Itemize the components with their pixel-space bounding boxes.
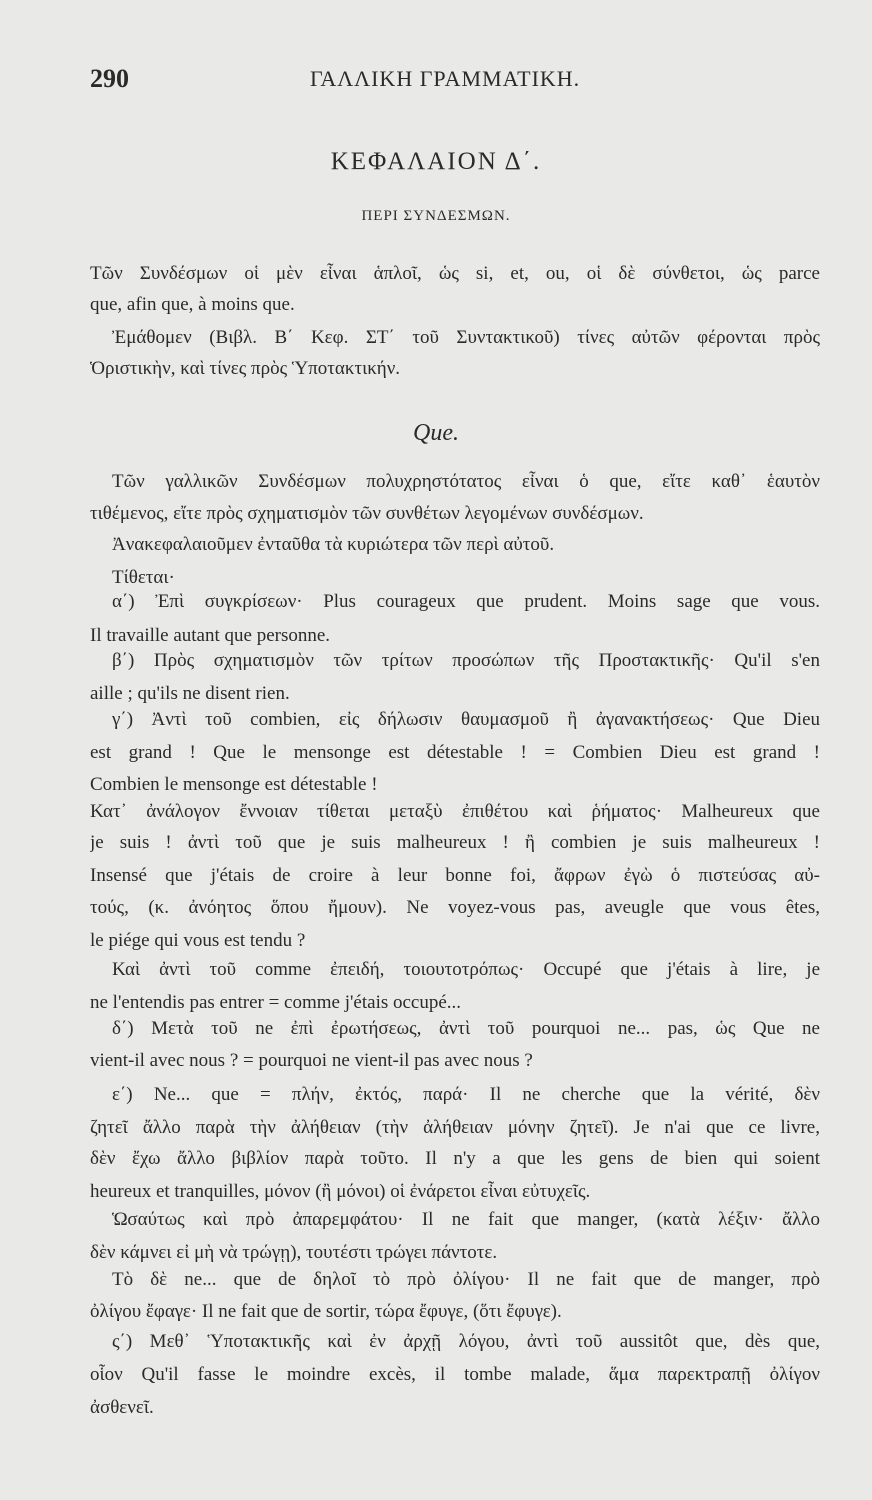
text-line: Ὁριστικὴν, καὶ τίνες πρὸς Ὑποτακτικήν.	[90, 358, 401, 379]
text-line: Κατ᾿ ἀνάλογον ἔννοιαν τίθεται μεταξὺ ἐπιθέτου καὶ ῥήματος· Malheureux que	[90, 801, 820, 822]
text-line: τούς, (κ. ἀνόητος ὅπου ἤμουν). Ne voyez-vous pas, aveugle que vous êtes,	[90, 897, 820, 918]
chapter-title: ΚΕΦΑΛΑΙΟΝ Δ΄.	[330, 148, 542, 175]
text-line: ζητεῖ ἄλλο παρὰ τὴν ἀλήθειαν (τὴν ἀλήθειαν μόνην ζητεῖ). Je n'ai que ce livre,	[90, 1117, 820, 1138]
text-line: aille ; qu'ils ne disent rien.	[90, 683, 290, 704]
text-line: ε΄) Ne... que = πλήν, ἐκτός, παρά· Il ne cherche que la vérité, δὲν	[112, 1084, 820, 1105]
text-line: Il travaille autant que personne.	[90, 625, 331, 646]
text-line: Ὡσαύτως καὶ πρὸ ἀπαρεμφάτου· Il ne fait que manger, (κατὰ λέξιν· ἄλλο	[112, 1209, 820, 1230]
subsection-title: Que.	[413, 420, 459, 446]
running-title: ΓΑΛΛΙΚΗ ΓΡΑΜΜΑΤΙΚΗ.	[310, 66, 581, 91]
text-line: δὲν ἔχω ἄλλο βιβλίον παρὰ τοῦτο. Il n'y a que les gens de bien qui soient	[90, 1148, 820, 1169]
text-line: γ΄) Ἀντὶ τοῦ combien, εἰς δήλωσιν θαυμασμοῦ ἢ ἀγανακτήσεως· Que Dieu	[112, 709, 820, 730]
page-number: 290	[90, 64, 129, 93]
page-header	[90, 64, 820, 98]
text-line: je suis ! ἀντὶ τοῦ que je suis malheureux ! ἢ combien je suis malheureux !	[90, 832, 820, 853]
text-line: vient-il avec nous ? = pourquoi ne vient-il pas avec nous ?	[90, 1050, 533, 1071]
text-line: δὲν κάμνει εἰ μὴ νὰ τρώγῃ), τουτέστι τρώγει πάντοτε.	[90, 1242, 498, 1263]
text-line: heureux et tranquilles, μόνον (ἢ μόνοι) οἱ ἐνάρετοι εἶναι εὐτυχεῖς.	[90, 1181, 591, 1202]
text-line: Τῶν Συνδέσμων οἱ μὲν εἶναι ἁπλοῖ, ὡς si, et, ou, οἱ δὲ σύνθετοι, ὡς parce	[90, 263, 820, 284]
text-line: Insensé que j'étais de croire à leur bonne foi, ἄφρων ἐγὼ ὁ πιστεύσας αὐ-	[90, 865, 820, 886]
text-line: ὀλίγου ἔφαγε· Il ne fait que de sortir, τώρα ἔφυγε, (ὅτι ἔφυγε).	[90, 1301, 562, 1322]
text-line: β΄) Πρὸς σχηματισμὸν τῶν τρίτων προσώπων τῆς Προστακτικῆς· Qu'il s'en	[112, 650, 820, 671]
text-line: οἷον Qu'il fasse le moindre excès, il tombe malade, ἅμα παρεκτραπῇ ὀλίγον	[90, 1364, 820, 1385]
text-line: est grand ! Que le mensonge est détestable ! = Combien Dieu est grand !	[90, 742, 820, 763]
text-line: ne l'entendis pas entrer = comme j'étais occupé...	[90, 992, 462, 1013]
text-line: le piége qui vous est tendu ?	[90, 930, 306, 951]
text-line: Καὶ ἀντὶ τοῦ comme ἐπειδή, τοιουτοτρόπως· Occupé que j'étais à lire, je	[112, 959, 820, 980]
text-line: δ΄) Μετὰ τοῦ ne ἐπὶ ἐρωτήσεως, ἀντὶ τοῦ pourquoi ne... pas, ὡς Que ne	[112, 1018, 820, 1039]
text-line: Ἐμάθομεν (Βιβλ. Β΄ Κεφ. ΣΤ΄ τοῦ Συντακτικοῦ) τίνες αὐτῶν φέρονται πρὸς	[112, 327, 820, 348]
text-line: ἀσθενεῖ.	[90, 1397, 154, 1418]
text-line: τιθέμενος, εἴτε πρὸς σχηματισμὸν τῶν συνθέτων λεγομένων συνδέσμων.	[90, 503, 644, 524]
text-line: Ἀνακεφαλαιοῦμεν ἐνταῦθα τὰ κυριώτερα τῶν περὶ αὐτοῦ.	[112, 534, 555, 555]
text-line: Combien le mensonge est détestable !	[90, 774, 378, 795]
text-line: que, afin que, à moins que.	[90, 294, 295, 315]
section-title: ΠΕΡΙ ΣΥΝΔΕΣΜΩΝ.	[361, 208, 511, 224]
text-line: Τίθεται·	[112, 567, 175, 588]
text-line: Τῶν γαλλικῶν Συνδέσμων πολυχρηστότατος εἶναι ὁ que, εἴτε καθ᾿ ἑαυτὸν	[112, 471, 820, 492]
text-line: Τὸ δὲ ne... que de δηλοῖ τὸ πρὸ ὀλίγου· Il ne fait que de manger, πρὸ	[112, 1269, 820, 1290]
text-line: α΄) Ἐπὶ συγκρίσεων· Plus courageux que prudent. Moins sage que vous.	[112, 591, 820, 612]
text-line: ς΄) Μεθ᾿ Ὑποτακτικῆς καὶ ἐν ἀρχῇ λόγου, ἀντὶ τοῦ aussitôt que, dès que,	[112, 1331, 820, 1352]
